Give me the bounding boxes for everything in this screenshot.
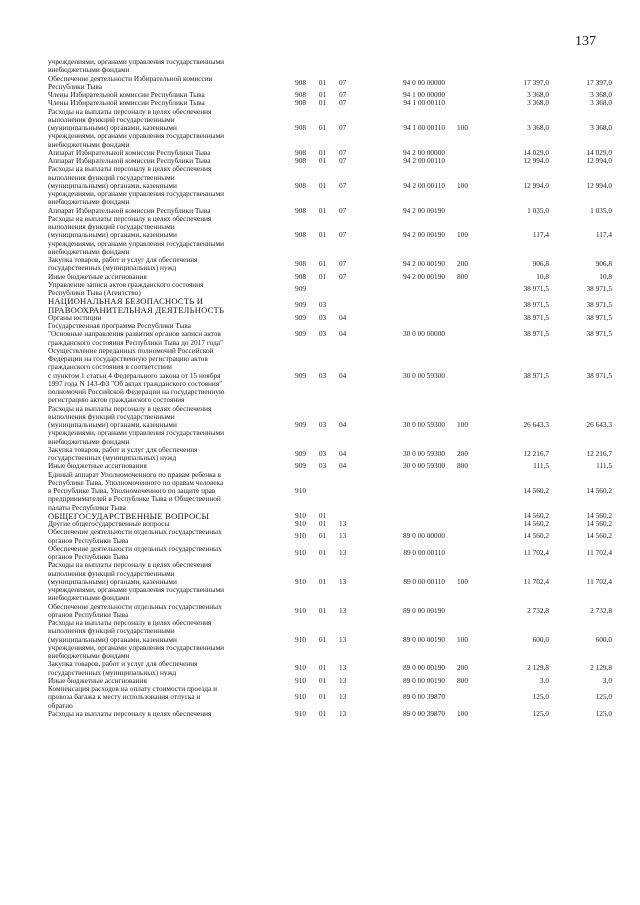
amount-2: 906,8 bbox=[595, 259, 612, 269]
table-row bbox=[48, 213, 612, 256]
target-article-code: 94 0 00 00000 bbox=[403, 77, 445, 87]
amount-1: 38 971,5 bbox=[523, 329, 549, 339]
ministry-code: 909 bbox=[295, 448, 306, 458]
expense-type-code: 100 bbox=[457, 123, 468, 132]
row-name: Расходы на выплаты персоналу в целях обеспечения выполнения функций государственными (муниципальными) органами, казенными учреждениями, органами управления государственными внебюджетными фондами bbox=[48, 560, 225, 603]
row-name: Расходы на выплаты персоналу в целях обеспечения выполнения функций государственными (муниципальными) органами, казенными учреждениями, органами управления государственными внебюджетными фондами bbox=[48, 618, 225, 660]
row-name: Аппарат Избирательной комиссии Республики Тыва bbox=[48, 156, 211, 165]
ministry-code: 908 bbox=[295, 90, 306, 99]
section-code: 01 bbox=[318, 531, 327, 541]
row-name: Расходы на выплаты персоналу в целях обеспечения выполнения функций государственными (муниципальными) органами, казенными учреждениями, органами управления государственными внебюджетными фондами bbox=[48, 213, 225, 256]
ministry-code: 908 bbox=[295, 123, 306, 132]
expense-type-code: 200 bbox=[457, 259, 468, 269]
ministry-code: 908 bbox=[295, 147, 306, 157]
ministry-code: 910 bbox=[295, 605, 306, 615]
target-article-code: 89 0 00 39870 bbox=[403, 708, 445, 718]
row-name: Члены Избирательной комиссии Республики Тыва bbox=[48, 98, 205, 108]
target-article-code: 30 0 00 00000 bbox=[403, 329, 445, 339]
subsection-code: 04 bbox=[339, 461, 347, 471]
amount-1: 906,8 bbox=[532, 259, 549, 269]
subsection-code: 13 bbox=[339, 708, 347, 718]
ministry-code: 909 bbox=[295, 420, 306, 429]
section-code: 03 bbox=[318, 420, 327, 429]
subsection-code: 04 bbox=[339, 420, 347, 429]
target-article-code: 94 2 00 00110 bbox=[403, 156, 445, 165]
expense-type-code: 100 bbox=[457, 576, 468, 586]
table-row bbox=[48, 73, 612, 92]
row-name: Закупка товаров, работ и услуг для обеспечения государственных (муниципальных) нужд bbox=[48, 444, 198, 462]
expense-type-code: 100 bbox=[457, 708, 468, 718]
amount-1: 12 994,0 bbox=[523, 156, 549, 165]
row-name: НАЦИОНАЛЬНАЯ БЕЗОПАСНОСТЬ И ПРАВООХРАНИТЕЛЬНАЯ ДЕЯТЕЛЬНОСТЬ bbox=[48, 296, 225, 315]
table-row bbox=[48, 296, 612, 315]
ministry-code: 910 bbox=[295, 531, 306, 541]
subsection-code: 04 bbox=[339, 329, 347, 339]
target-article-code: 94 1 00 00000 bbox=[403, 90, 445, 99]
amount-2: 14 560,2 bbox=[586, 519, 612, 528]
subsection-code: 07 bbox=[339, 205, 347, 215]
expense-type-code: 100 bbox=[457, 230, 468, 240]
target-article-code: 89 0 00 00000 bbox=[403, 531, 445, 541]
row-name: Государственная программа Республики Тыва "Основные направления развития органов записи актов гражданского состояния Республики Тыва до 2017 года" bbox=[48, 321, 223, 347]
row-name: Аппарат Избирательной комиссии Республики Тыва bbox=[48, 147, 211, 157]
subsection-code: 07 bbox=[339, 271, 347, 281]
ministry-code: 910 bbox=[295, 519, 306, 528]
section-code: 01 bbox=[318, 547, 327, 557]
target-article-code: 94 2 00 00000 bbox=[403, 147, 445, 157]
section-code: 03 bbox=[318, 448, 327, 458]
amount-2: 14 029,0 bbox=[586, 147, 612, 157]
amount-1: 38 971,5 bbox=[523, 312, 549, 322]
target-article-code: 89 0 00 00190 bbox=[403, 634, 445, 644]
section-code: 03 bbox=[318, 312, 327, 322]
amount-2: 3 368,0 bbox=[590, 98, 612, 108]
ministry-code: 909 bbox=[295, 461, 306, 471]
table-row bbox=[48, 345, 612, 405]
subsection-code: 07 bbox=[339, 259, 347, 269]
section-code: 01 bbox=[318, 98, 327, 108]
row-name: Осуществление переданных полномочий Российской Федерации на государственную регистрацию актов гражданского состояния в соответствии с пунктом 1 статьи 4 Федерального закона от 15 ноября 1997 года N 143-ФЗ "Об актах гражданского состояния" полномочий Российской Федерации на государственную регистрацию актов гражданского состояния bbox=[48, 345, 225, 405]
table-row bbox=[48, 279, 612, 298]
ministry-code: 910 bbox=[295, 634, 306, 644]
section-code: 01 bbox=[318, 692, 327, 702]
subsection-code: 04 bbox=[339, 448, 347, 458]
subsection-code: 13 bbox=[339, 675, 347, 685]
section-code: 03 bbox=[318, 461, 327, 471]
subsection-code: 07 bbox=[339, 230, 347, 240]
subsection-code: 13 bbox=[339, 531, 347, 541]
target-article-code: 30 0 00 59300 bbox=[403, 461, 445, 471]
amount-1: 11 702,4 bbox=[523, 576, 549, 586]
amount-2: 12 994,0 bbox=[586, 180, 612, 190]
ministry-code: 908 bbox=[295, 230, 306, 240]
amount-2: 14 560,2 bbox=[586, 510, 612, 520]
amount-2: 10,8 bbox=[599, 271, 612, 281]
table-row bbox=[48, 164, 612, 207]
section-code: 03 bbox=[318, 329, 327, 339]
target-article-code: 89 0 00 39870 bbox=[403, 692, 445, 702]
target-article-code: 89 0 00 00190 bbox=[403, 605, 445, 615]
subsection-code: 07 bbox=[339, 77, 347, 87]
amount-1: 117,4 bbox=[532, 230, 549, 240]
ministry-code: 908 bbox=[295, 98, 306, 108]
row-name: Органы юстиции bbox=[48, 312, 102, 322]
expense-type-code: 100 bbox=[457, 634, 468, 644]
ministry-code: 908 bbox=[295, 271, 306, 281]
table-row bbox=[48, 601, 612, 620]
table-row bbox=[48, 527, 612, 545]
target-article-code: 89 0 00 00190 bbox=[403, 663, 445, 673]
ministry-code: 910 bbox=[295, 510, 306, 520]
amount-2: 14 560,2 bbox=[586, 486, 612, 495]
amount-1: 3 368,0 bbox=[527, 123, 549, 132]
section-code: 01 bbox=[318, 510, 327, 520]
row-name: Обеспечение деятельности отдельных государственных органов Республики Тыва bbox=[48, 527, 222, 545]
table-row bbox=[48, 659, 612, 677]
amount-2: 125,0 bbox=[595, 708, 612, 718]
target-article-code: 94 2 00 00190 bbox=[403, 230, 445, 240]
amount-1: 14 029,0 bbox=[523, 147, 549, 157]
amount-1: 38 971,5 bbox=[523, 300, 549, 310]
subsection-code: 13 bbox=[339, 576, 347, 586]
section-code: 01 bbox=[318, 180, 327, 190]
row-name: Обеспечение деятельности отдельных государственных органов Республики Тыва bbox=[48, 543, 222, 561]
row-name: Иные бюджетные ассигнования bbox=[48, 271, 147, 281]
amount-1: 3,0 bbox=[539, 675, 549, 685]
target-article-code: 30 0 00 59300 bbox=[403, 448, 445, 458]
section-code: 01 bbox=[318, 90, 327, 99]
expense-type-code: 800 bbox=[457, 271, 468, 281]
table-row bbox=[48, 543, 612, 562]
amount-2: 3,0 bbox=[602, 675, 612, 685]
row-name: Расходы на выплаты персоналу в целях обеспечения выполнения функций государственными (муниципальными) органами, казенными учреждениями, органами управления государственными внебюджетными фондами bbox=[48, 164, 225, 207]
ministry-code: 908 bbox=[295, 180, 306, 190]
amount-1: 38 971,5 bbox=[523, 370, 549, 380]
table-row bbox=[48, 106, 612, 149]
amount-1: 14 560,2 bbox=[523, 531, 549, 541]
table-row bbox=[48, 403, 612, 446]
row-name: Расходы на выплаты персоналу в целях обеспечения выполнения функций государственными (муниципальными) органами, казенными учреждениями, органами управления государственными внебюджетными фондами bbox=[48, 106, 225, 149]
amount-1: 17 397,0 bbox=[523, 77, 549, 87]
subsection-code: 13 bbox=[339, 634, 347, 644]
subsection-code: 07 bbox=[339, 98, 347, 108]
table-row bbox=[48, 444, 612, 463]
amount-2: 38 971,5 bbox=[586, 312, 612, 322]
section-code: 01 bbox=[318, 708, 327, 718]
row-name: Иные бюджетные ассигнования bbox=[48, 675, 147, 685]
section-code: 01 bbox=[318, 156, 327, 165]
section-code: 01 bbox=[318, 605, 327, 615]
ministry-code: 908 bbox=[295, 259, 306, 269]
amount-2: 17 397,0 bbox=[586, 77, 612, 87]
section-code: 01 bbox=[318, 576, 327, 586]
amount-2: 12 994,0 bbox=[586, 156, 612, 165]
table-row bbox=[48, 58, 608, 75]
amount-1: 3 368,0 bbox=[527, 98, 549, 108]
amount-1: 14 560,2 bbox=[523, 510, 549, 520]
page-number: 137 bbox=[575, 34, 596, 49]
row-name: Управление записи актов гражданского состояния Республики Тыва (Агентство) bbox=[48, 279, 204, 297]
subsection-code: 13 bbox=[339, 547, 347, 557]
ministry-code: 908 bbox=[295, 156, 306, 165]
row-name: Аппарат Избирательной комиссии Республики Тыва bbox=[48, 205, 211, 215]
section-code: 01 bbox=[318, 634, 327, 644]
amount-1: 111,5 bbox=[533, 461, 549, 471]
ministry-code: 908 bbox=[295, 77, 306, 87]
ministry-code: 909 bbox=[295, 312, 306, 322]
table-row bbox=[48, 684, 612, 710]
section-code: 01 bbox=[318, 259, 327, 269]
section-code: 03 bbox=[318, 370, 327, 380]
table-row bbox=[48, 469, 612, 512]
ministry-code: 910 bbox=[295, 547, 306, 557]
target-article-code: 30 0 00 59300 bbox=[403, 420, 445, 429]
amount-2: 26 643,3 bbox=[586, 420, 612, 429]
ministry-code: 910 bbox=[295, 576, 306, 586]
amount-2: 111,5 bbox=[596, 461, 612, 471]
amount-2: 11 702,4 bbox=[586, 576, 612, 586]
target-article-code: 94 2 00 00190 bbox=[403, 259, 445, 269]
amount-2: 12 216,7 bbox=[586, 448, 612, 458]
amount-1: 2 129,8 bbox=[527, 663, 549, 673]
subsection-code: 13 bbox=[339, 692, 347, 702]
table-row bbox=[48, 560, 612, 603]
row-name: Расходы на выплаты персоналу в целях обеспечения выполнения функций государственными (муниципальными) органами, казенными учреждениями, органами управления государственными внебюджетными фондами bbox=[48, 403, 225, 446]
target-article-code: 94 1 00 00110 bbox=[403, 123, 445, 132]
amount-2: 1 035,0 bbox=[590, 205, 612, 215]
row-name: Иные бюджетные ассигнования bbox=[48, 461, 147, 471]
ministry-code: 909 bbox=[295, 370, 306, 380]
target-article-code: 94 2 00 00190 bbox=[403, 205, 445, 215]
amount-1: 10,8 bbox=[536, 271, 549, 281]
amount-1: 11 702,4 bbox=[523, 547, 549, 557]
amount-1: 2 732,8 bbox=[527, 605, 549, 615]
amount-2: 14 560,2 bbox=[586, 531, 612, 541]
row-name: Расходы на выплаты персоналу в целях обеспечения bbox=[48, 708, 212, 718]
expense-type-code: 800 bbox=[457, 461, 468, 471]
row-name: Закупка товаров, работ и услуг для обеспечения государственных (муниципальных) нужд bbox=[48, 659, 198, 677]
expense-type-code: 100 bbox=[457, 180, 468, 190]
section-code: 01 bbox=[318, 271, 327, 281]
amount-1: 12 216,7 bbox=[523, 448, 549, 458]
subsection-code: 13 bbox=[339, 605, 347, 615]
section-code: 01 bbox=[318, 147, 327, 157]
amount-2: 38 971,5 bbox=[586, 300, 612, 310]
amount-2: 3 368,0 bbox=[590, 123, 612, 132]
expense-type-code: 200 bbox=[457, 448, 468, 458]
amount-2: 3 368,0 bbox=[590, 90, 612, 99]
amount-2: 600,0 bbox=[595, 634, 612, 644]
amount-1: 3 368,0 bbox=[527, 90, 549, 99]
ministry-code: 910 bbox=[295, 663, 306, 673]
section-code: 01 bbox=[318, 519, 327, 528]
target-article-code: 94 2 00 00110 bbox=[403, 180, 445, 190]
ministry-code: 910 bbox=[295, 675, 306, 685]
subsection-code: 04 bbox=[339, 370, 347, 380]
amount-2: 38 971,5 bbox=[586, 329, 612, 339]
amount-1: 26 643,3 bbox=[523, 420, 549, 429]
amount-1: 600,0 bbox=[532, 634, 549, 644]
row-name: Обеспечение деятельности отдельных государственных органов Республики Тыва bbox=[48, 601, 222, 619]
subsection-code: 07 bbox=[339, 147, 347, 157]
row-name: Другие общегосударственные вопросы bbox=[48, 519, 170, 528]
section-code: 01 bbox=[318, 663, 327, 673]
ministry-code: 910 bbox=[295, 708, 306, 718]
expense-type-code: 800 bbox=[457, 675, 468, 685]
amount-2: 125,0 bbox=[595, 692, 612, 702]
table-row bbox=[48, 321, 612, 347]
row-name: Компенсация расходов на оплату стоимости проезда и провоза багажа к месту использования отпуска и обратно bbox=[48, 684, 218, 710]
ministry-code: 908 bbox=[295, 205, 306, 215]
expense-type-code: 200 bbox=[457, 663, 468, 673]
subsection-code: 07 bbox=[339, 90, 347, 99]
subsection-code: 07 bbox=[339, 156, 347, 165]
amount-1: 125,0 bbox=[532, 692, 549, 702]
amount-1: 1 035,0 bbox=[527, 205, 549, 215]
amount-1: 125,0 bbox=[532, 708, 549, 718]
ministry-code: 909 bbox=[295, 283, 306, 293]
amount-2: 38 971,5 bbox=[586, 283, 612, 293]
table-row bbox=[48, 618, 612, 660]
ministry-code: 909 bbox=[295, 300, 306, 310]
section-code: 01 bbox=[318, 675, 327, 685]
target-article-code: 89 0 00 00110 bbox=[403, 547, 445, 557]
expense-type-code: 100 bbox=[457, 420, 468, 429]
target-article-code: 94 1 00 00110 bbox=[403, 98, 445, 108]
row-name: Закупка товаров, работ и услуг для обеспечения государственных (муниципальных) нужд bbox=[48, 255, 198, 273]
ministry-code: 910 bbox=[295, 692, 306, 702]
amount-1: 14 560,2 bbox=[523, 486, 549, 495]
amount-1: 14 560,2 bbox=[523, 519, 549, 528]
section-code: 01 bbox=[318, 123, 327, 132]
amount-1: 12 994,0 bbox=[523, 180, 549, 190]
amount-2: 38 971,5 bbox=[586, 370, 612, 380]
budget-table bbox=[48, 57, 612, 718]
amount-1: 38 971,5 bbox=[523, 283, 549, 293]
amount-2: 2 732,8 bbox=[590, 605, 612, 615]
row-name: ОБЩЕГОСУДАРСТВЕННЫЕ ВОПРОСЫ bbox=[48, 510, 210, 521]
ministry-code: 910 bbox=[295, 486, 306, 495]
amount-2: 2 129,8 bbox=[590, 663, 612, 673]
subsection-code: 04 bbox=[339, 312, 347, 322]
subsection-code: 13 bbox=[339, 663, 347, 673]
table-row bbox=[48, 255, 612, 273]
section-code: 03 bbox=[318, 300, 327, 310]
subsection-code: 07 bbox=[339, 180, 347, 190]
target-article-code: 89 0 00 00110 bbox=[403, 576, 445, 586]
target-article-code: 94 2 00 00190 bbox=[403, 271, 445, 281]
ministry-code: 909 bbox=[295, 329, 306, 339]
section-code: 01 bbox=[318, 77, 327, 87]
section-code: 01 bbox=[318, 230, 327, 240]
target-article-code: 89 0 00 00190 bbox=[403, 675, 445, 685]
amount-2: 117,4 bbox=[595, 230, 612, 240]
amount-2: 11 702,4 bbox=[586, 547, 612, 557]
target-article-code: 30 0 00 59300 bbox=[403, 370, 445, 380]
subsection-code: 07 bbox=[339, 123, 347, 132]
table-row bbox=[48, 708, 612, 718]
row-name: Обеспечение деятельности Избирательной комиссии Республики Тыва bbox=[48, 73, 213, 91]
row-name: учреждениями, органами управления государственными внебюджетными фондами bbox=[48, 57, 225, 75]
row-name: Единый аппарат Уполномоченного по правам ребенка в Республике Тыва, Уполномоченного по правам человека в Республике Тыва, Уполномоченного по защите прав предпринимателей в Республике Тыва и Общественной палаты Республики Тыва bbox=[48, 469, 224, 512]
subsection-code: 13 bbox=[339, 519, 347, 528]
section-code: 01 bbox=[318, 205, 327, 215]
row-name: Члены Избирательной комиссии Республики Тыва bbox=[48, 90, 205, 99]
